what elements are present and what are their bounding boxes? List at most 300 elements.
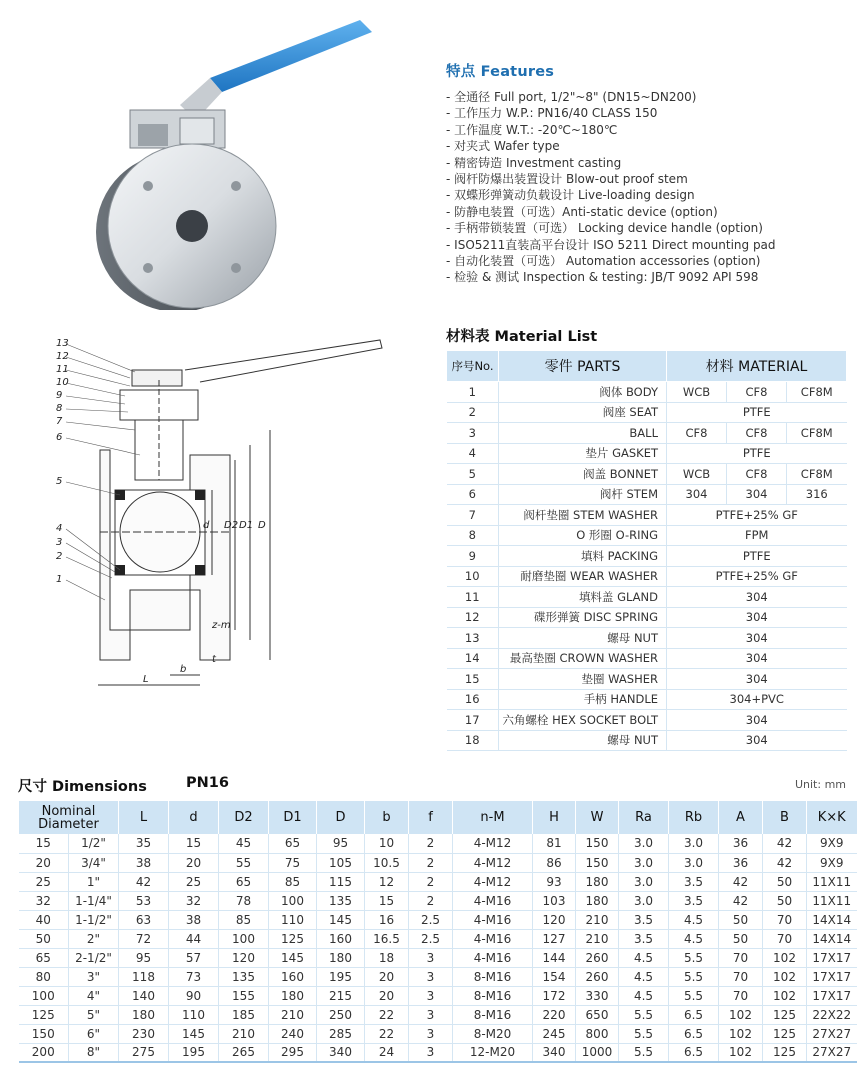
dimensions-cell: 145 bbox=[169, 1024, 219, 1043]
dimensions-cell: 650 bbox=[576, 1005, 619, 1024]
dimensions-cell: 220 bbox=[533, 1005, 576, 1024]
dimensions-cell: 3.5 bbox=[669, 872, 719, 891]
dimensions-row bbox=[19, 853, 857, 872]
dimensions-title: 尺寸 Dimensions bbox=[18, 779, 147, 795]
material-part: 阀体 BODY bbox=[499, 382, 667, 403]
dimensions-header-cell: f bbox=[409, 801, 453, 834]
dimensions-cell: 295 bbox=[269, 1043, 317, 1062]
dimensions-cell: 155 bbox=[219, 986, 269, 1005]
dimensions-cell: 14X14 bbox=[807, 929, 857, 948]
material-row bbox=[447, 648, 847, 669]
dimensions-cell: 86 bbox=[533, 853, 576, 872]
material-no: 7 bbox=[447, 505, 499, 526]
dimensions-cell: 340 bbox=[533, 1043, 576, 1062]
material-no: 4 bbox=[447, 443, 499, 464]
dimensions-cell: 4.5 bbox=[669, 929, 719, 948]
dimensions-cell: 14X14 bbox=[807, 910, 857, 929]
material-header-material: 材料 MATERIAL bbox=[667, 351, 847, 382]
dimensions-cell: 195 bbox=[317, 967, 365, 986]
dimensions-header-cell: Nominal Diameter bbox=[19, 801, 119, 834]
material-no: 9 bbox=[447, 546, 499, 567]
dimensions-cell: 180 bbox=[576, 872, 619, 891]
dimensions-cell: 63 bbox=[119, 910, 169, 929]
dimensions-cell: 150 bbox=[576, 853, 619, 872]
dimensions-cell: 65 bbox=[219, 872, 269, 891]
dimensions-cell: 12 bbox=[365, 872, 409, 891]
feature-item: - 双蝶形弹簧动负载设计 Live-loading design bbox=[446, 187, 846, 203]
dimensions-cell: 3/4" bbox=[69, 853, 119, 872]
dimensions-cell: 275 bbox=[119, 1043, 169, 1062]
dimensions-cell: 90 bbox=[169, 986, 219, 1005]
dim-label-zm: z-m bbox=[212, 620, 231, 631]
dimensions-cell: 6.5 bbox=[669, 1043, 719, 1062]
material-row bbox=[447, 464, 847, 485]
material-no: 2 bbox=[447, 402, 499, 423]
dimensions-cell: 27X27 bbox=[807, 1043, 857, 1062]
material-no: 1 bbox=[447, 382, 499, 403]
valve-section-drawing bbox=[40, 330, 400, 710]
dimensions-cell: 42 bbox=[719, 872, 763, 891]
material-value: PTFE bbox=[667, 402, 847, 423]
dimensions-cell: 93 bbox=[533, 872, 576, 891]
material-table-body bbox=[447, 382, 847, 751]
dimensions-row bbox=[19, 986, 857, 1005]
callout-7: 7 bbox=[56, 416, 63, 427]
dimensions-cell: 125 bbox=[763, 1024, 807, 1043]
dimensions-cell: 102 bbox=[763, 967, 807, 986]
material-header-parts: 零件 PARTS bbox=[499, 351, 667, 382]
dimensions-cell: 20 bbox=[365, 986, 409, 1005]
dimensions-cell: 1-1/2" bbox=[69, 910, 119, 929]
dimensions-cell: 50 bbox=[19, 929, 69, 948]
dimensions-cell: 22X22 bbox=[807, 1005, 857, 1024]
material-row bbox=[447, 423, 847, 444]
dimensions-cell: 3 bbox=[409, 1005, 453, 1024]
material-value: 304 bbox=[667, 628, 847, 649]
dim-label-d: d bbox=[203, 520, 210, 531]
dimensions-row bbox=[19, 948, 857, 967]
callout-13: 13 bbox=[56, 338, 69, 349]
material-part: 耐磨垫圈 WEAR WASHER bbox=[499, 566, 667, 587]
dimensions-header-cell: L bbox=[119, 801, 169, 834]
dimensions-cell: 78 bbox=[219, 891, 269, 910]
dimensions-cell: 25 bbox=[169, 872, 219, 891]
dimensions-cell: 210 bbox=[219, 1024, 269, 1043]
callout-8: 8 bbox=[56, 403, 63, 414]
feature-item: - 检验 & 测试 Inspection & testing: JB/T 9092 API 598 bbox=[446, 269, 846, 285]
material-row bbox=[447, 669, 847, 690]
material-value: 304+PVC bbox=[667, 689, 847, 710]
dimensions-cell: 38 bbox=[119, 853, 169, 872]
dimensions-cell: 73 bbox=[169, 967, 219, 986]
dimensions-cell: 330 bbox=[576, 986, 619, 1005]
dimensions-header-cell: W bbox=[576, 801, 619, 834]
dimensions-row bbox=[19, 891, 857, 910]
dimensions-cell: 160 bbox=[269, 967, 317, 986]
dimensions-cell: 9X9 bbox=[807, 853, 857, 872]
dimensions-cell: 5.5 bbox=[619, 1043, 669, 1062]
material-value: WCB bbox=[667, 464, 727, 485]
dimensions-cell: 4.5 bbox=[619, 986, 669, 1005]
dimensions-cell: 180 bbox=[119, 1005, 169, 1024]
material-row bbox=[447, 443, 847, 464]
dimensions-cell: 110 bbox=[169, 1005, 219, 1024]
dimensions-cell: 5.5 bbox=[669, 986, 719, 1005]
material-list-title: 材料表 Material List bbox=[446, 329, 598, 345]
dimensions-cell: 115 bbox=[317, 872, 365, 891]
dimensions-cell: 4" bbox=[69, 986, 119, 1005]
material-value: CF8 bbox=[727, 423, 787, 444]
dimensions-cell: 4.5 bbox=[619, 948, 669, 967]
dimensions-cell: 12-M20 bbox=[453, 1043, 533, 1062]
dimensions-cell: 2 bbox=[409, 872, 453, 891]
dimensions-cell: 118 bbox=[119, 967, 169, 986]
dimensions-cell: 8-M16 bbox=[453, 986, 533, 1005]
dimensions-cell: 260 bbox=[576, 948, 619, 967]
material-value: CF8 bbox=[727, 382, 787, 403]
dimensions-cell: 102 bbox=[763, 948, 807, 967]
material-row bbox=[447, 587, 847, 608]
material-value: FPM bbox=[667, 525, 847, 546]
dimensions-cell: 10.5 bbox=[365, 853, 409, 872]
dimensions-cell: 22 bbox=[365, 1005, 409, 1024]
material-part: 碟形弹簧 DISC SPRING bbox=[499, 607, 667, 628]
material-part: 六角螺栓 HEX SOCKET BOLT bbox=[499, 710, 667, 731]
dimensions-cell: 100 bbox=[269, 891, 317, 910]
material-row bbox=[447, 566, 847, 587]
dimensions-cell: 25 bbox=[19, 872, 69, 891]
material-value: CF8M bbox=[787, 464, 847, 485]
dimensions-cell: 3 bbox=[409, 948, 453, 967]
dimensions-cell: 42 bbox=[119, 872, 169, 891]
features-list bbox=[446, 89, 846, 286]
dimensions-header-cell: D2 bbox=[219, 801, 269, 834]
dimensions-cell: 42 bbox=[763, 853, 807, 872]
dimensions-cell: 2-1/2" bbox=[69, 948, 119, 967]
material-part: 垫圈 WASHER bbox=[499, 669, 667, 690]
dimensions-cell: 42 bbox=[763, 834, 807, 853]
dimensions-cell: 240 bbox=[269, 1024, 317, 1043]
dimensions-row bbox=[19, 1024, 857, 1043]
dimensions-cell: 4-M12 bbox=[453, 872, 533, 891]
dimensions-cell: 102 bbox=[719, 1024, 763, 1043]
dimensions-cell: 100 bbox=[19, 986, 69, 1005]
dimensions-cell: 5.5 bbox=[669, 967, 719, 986]
dimensions-cell: 2" bbox=[69, 929, 119, 948]
dimensions-cell: 8-M16 bbox=[453, 1005, 533, 1024]
dimensions-cell: 1000 bbox=[576, 1043, 619, 1062]
material-value: CF8 bbox=[667, 423, 727, 444]
dimensions-cell: 200 bbox=[19, 1043, 69, 1062]
dimensions-header-cell: H bbox=[533, 801, 576, 834]
dimensions-cell: 4-M16 bbox=[453, 891, 533, 910]
feature-item: - 防静电装置（可选）Anti-static device (option) bbox=[446, 204, 846, 220]
dimensions-cell: 3 bbox=[409, 1043, 453, 1062]
dimensions-cell: 81 bbox=[533, 834, 576, 853]
dimensions-header-cell: D bbox=[317, 801, 365, 834]
dimensions-cell: 4-M16 bbox=[453, 929, 533, 948]
material-row bbox=[447, 730, 847, 751]
dimensions-cell: 8" bbox=[69, 1043, 119, 1062]
dimensions-cell: 3 bbox=[409, 1024, 453, 1043]
dimensions-cell: 11X11 bbox=[807, 891, 857, 910]
material-no: 15 bbox=[447, 669, 499, 690]
material-no: 14 bbox=[447, 648, 499, 669]
material-row bbox=[447, 689, 847, 710]
material-row bbox=[447, 484, 847, 505]
dimensions-cell: 800 bbox=[576, 1024, 619, 1043]
dimensions-cell: 3 bbox=[409, 967, 453, 986]
dimensions-cell: 145 bbox=[269, 948, 317, 967]
material-value: 304 bbox=[667, 710, 847, 731]
material-value: 304 bbox=[667, 607, 847, 628]
material-no: 13 bbox=[447, 628, 499, 649]
dimensions-cell: 70 bbox=[763, 910, 807, 929]
dimensions-cell: 55 bbox=[219, 853, 269, 872]
dim-label-d1: D1 bbox=[239, 520, 254, 531]
material-value: 304 bbox=[667, 484, 727, 505]
dimensions-cell: 65 bbox=[269, 834, 317, 853]
dimensions-cell: 70 bbox=[719, 967, 763, 986]
dimensions-cell: 135 bbox=[317, 891, 365, 910]
dimensions-header-cell: K×K bbox=[807, 801, 857, 834]
dimensions-cell: 215 bbox=[317, 986, 365, 1005]
callout-4: 4 bbox=[56, 523, 63, 534]
dimensions-cell: 154 bbox=[533, 967, 576, 986]
material-no: 17 bbox=[447, 710, 499, 731]
material-value: CF8M bbox=[787, 423, 847, 444]
dim-label-dd: D bbox=[258, 520, 266, 531]
dimensions-cell: 4.5 bbox=[619, 967, 669, 986]
dimensions-cell: 72 bbox=[119, 929, 169, 948]
callout-10: 10 bbox=[56, 377, 69, 388]
dimensions-cell: 3.0 bbox=[669, 853, 719, 872]
dimensions-cell: 102 bbox=[719, 1043, 763, 1062]
dimensions-cell: 5" bbox=[69, 1005, 119, 1024]
dimensions-cell: 3.5 bbox=[669, 891, 719, 910]
dimensions-cell: 1-1/4" bbox=[69, 891, 119, 910]
dimensions-cell: 150 bbox=[19, 1024, 69, 1043]
dimensions-cell: 22 bbox=[365, 1024, 409, 1043]
dimensions-row bbox=[19, 834, 857, 853]
callout-2: 2 bbox=[56, 551, 63, 562]
dimensions-cell: 125 bbox=[763, 1005, 807, 1024]
valve-bore bbox=[176, 210, 208, 242]
dimensions-cell: 3" bbox=[69, 967, 119, 986]
feature-item: - 手柄带锁装置（可选） Locking device handle (option) bbox=[446, 220, 846, 236]
dimensions-cell: 15 bbox=[19, 834, 69, 853]
feature-item: - 工作温度 W.T.: -20℃~180℃ bbox=[446, 122, 846, 138]
dimensions-cell: 245 bbox=[533, 1024, 576, 1043]
dimensions-cell: 4-M12 bbox=[453, 834, 533, 853]
dimensions-cell: 35 bbox=[119, 834, 169, 853]
dimensions-cell: 85 bbox=[269, 872, 317, 891]
dimensions-cell: 95 bbox=[119, 948, 169, 967]
dimensions-cell: 53 bbox=[119, 891, 169, 910]
dimensions-cell: 2 bbox=[409, 853, 453, 872]
dimensions-cell: 75 bbox=[269, 853, 317, 872]
dimensions-cell: 2.5 bbox=[409, 929, 453, 948]
dimensions-header-cell: A bbox=[719, 801, 763, 834]
material-no: 18 bbox=[447, 730, 499, 751]
dimensions-cell: 150 bbox=[576, 834, 619, 853]
material-value: 304 bbox=[667, 648, 847, 669]
dimensions-row bbox=[19, 872, 857, 891]
material-no: 16 bbox=[447, 689, 499, 710]
dimensions-cell: 1/2" bbox=[69, 834, 119, 853]
dimensions-table-body bbox=[19, 834, 857, 1062]
dimensions-cell: 8-M20 bbox=[453, 1024, 533, 1043]
dimensions-cell: 6" bbox=[69, 1024, 119, 1043]
dim-label-l: L bbox=[143, 674, 149, 685]
material-no: 5 bbox=[447, 464, 499, 485]
dimensions-cell: 11X11 bbox=[807, 872, 857, 891]
dimensions-cell: 135 bbox=[219, 967, 269, 986]
dimensions-cell: 40 bbox=[19, 910, 69, 929]
dimensions-cell: 185 bbox=[219, 1005, 269, 1024]
material-value: CF8M bbox=[787, 382, 847, 403]
dimensions-cell: 110 bbox=[269, 910, 317, 929]
feature-item: - 阀杆防爆出装置设计 Blow-out proof stem bbox=[446, 171, 846, 187]
dimensions-cell: 50 bbox=[719, 910, 763, 929]
dimensions-cell: 8-M16 bbox=[453, 967, 533, 986]
dimensions-cell: 20 bbox=[169, 853, 219, 872]
material-value: 316 bbox=[787, 484, 847, 505]
dimensions-cell: 180 bbox=[576, 891, 619, 910]
dimensions-header-cell: n-M bbox=[453, 801, 533, 834]
material-value: PTFE+25% GF bbox=[667, 505, 847, 526]
dimensions-header-cell: B bbox=[763, 801, 807, 834]
material-part: O 形圈 O-RING bbox=[499, 525, 667, 546]
dimensions-cell: 144 bbox=[533, 948, 576, 967]
dimensions-cell: 120 bbox=[533, 910, 576, 929]
dimensions-cell: 18 bbox=[365, 948, 409, 967]
dimensions-cell: 10 bbox=[365, 834, 409, 853]
dimensions-cell: 3.0 bbox=[669, 834, 719, 853]
dimensions-cell: 195 bbox=[169, 1043, 219, 1062]
dimensions-cell: 3.0 bbox=[619, 872, 669, 891]
dimensions-cell: 24 bbox=[365, 1043, 409, 1062]
dimensions-cell: 103 bbox=[533, 891, 576, 910]
material-value: 304 bbox=[667, 669, 847, 690]
dimensions-cell: 210 bbox=[269, 1005, 317, 1024]
material-part: 手柄 HANDLE bbox=[499, 689, 667, 710]
feature-item: - 精密铸造 Investment casting bbox=[446, 155, 846, 171]
dimensions-cell: 3 bbox=[409, 986, 453, 1005]
material-no: 8 bbox=[447, 525, 499, 546]
dimensions-cell: 3.0 bbox=[619, 834, 669, 853]
dimensions-header-cell: d bbox=[169, 801, 219, 834]
dimensions-row bbox=[19, 929, 857, 948]
dimensions-cell: 50 bbox=[719, 929, 763, 948]
material-part: 螺母 NUT bbox=[499, 730, 667, 751]
dimensions-cell: 85 bbox=[219, 910, 269, 929]
dimensions-row bbox=[19, 910, 857, 929]
dimensions-cell: 6.5 bbox=[669, 1024, 719, 1043]
dimensions-cell: 260 bbox=[576, 967, 619, 986]
callout-9: 9 bbox=[56, 390, 63, 401]
material-value: PTFE bbox=[667, 443, 847, 464]
dimensions-cell: 5.5 bbox=[669, 948, 719, 967]
material-no: 6 bbox=[447, 484, 499, 505]
dimensions-cell: 16.5 bbox=[365, 929, 409, 948]
material-part: 最高垫圈 CROWN WASHER bbox=[499, 648, 667, 669]
feature-item: - 自动化装置（可选） Automation accessories (option) bbox=[446, 253, 846, 269]
dimensions-cell: 9X9 bbox=[807, 834, 857, 853]
dimensions-cell: 4-M16 bbox=[453, 948, 533, 967]
material-no: 10 bbox=[447, 566, 499, 587]
feature-item: - ISO5211直装高平台设计 ISO 5211 Direct mounting pad bbox=[446, 237, 846, 253]
dimensions-cell: 105 bbox=[317, 853, 365, 872]
dimensions-cell: 127 bbox=[533, 929, 576, 948]
dimensions-cell: 15 bbox=[365, 891, 409, 910]
material-part: 填料盖 GLAND bbox=[499, 587, 667, 608]
dimensions-cell: 20 bbox=[19, 853, 69, 872]
dim-label-b: b bbox=[180, 664, 187, 675]
dimensions-cell: 2 bbox=[409, 891, 453, 910]
material-value: PTFE+25% GF bbox=[667, 566, 847, 587]
callout-11: 11 bbox=[56, 364, 69, 375]
dimensions-cell: 340 bbox=[317, 1043, 365, 1062]
dimensions-cell: 45 bbox=[219, 834, 269, 853]
dimensions-cell: 36 bbox=[719, 834, 763, 853]
material-part: 阀杆 STEM bbox=[499, 484, 667, 505]
dimensions-header-row bbox=[19, 801, 857, 834]
dimensions-cell: 140 bbox=[119, 986, 169, 1005]
dimensions-cell: 2.5 bbox=[409, 910, 453, 929]
material-row bbox=[447, 710, 847, 731]
material-part: 阀盖 BONNET bbox=[499, 464, 667, 485]
material-value: 304 bbox=[667, 587, 847, 608]
material-part: 垫片 GASKET bbox=[499, 443, 667, 464]
dimensions-cell: 3.5 bbox=[619, 929, 669, 948]
material-value: 304 bbox=[667, 730, 847, 751]
dimensions-cell: 17X17 bbox=[807, 948, 857, 967]
dimensions-cell: 27X27 bbox=[807, 1024, 857, 1043]
valve-mounting-pad bbox=[130, 110, 225, 148]
dimensions-cell: 1" bbox=[69, 872, 119, 891]
dimensions-cell: 210 bbox=[576, 910, 619, 929]
dimensions-cell: 250 bbox=[317, 1005, 365, 1024]
callout-6: 6 bbox=[56, 432, 63, 443]
material-no: 3 bbox=[447, 423, 499, 444]
dimensions-row bbox=[19, 1043, 857, 1062]
dimensions-cell: 145 bbox=[317, 910, 365, 929]
dimensions-cell: 17X17 bbox=[807, 967, 857, 986]
callout-1: 1 bbox=[56, 574, 63, 585]
dimensions-row bbox=[19, 1005, 857, 1024]
dim-label-t: t bbox=[212, 654, 216, 665]
material-no: 12 bbox=[447, 607, 499, 628]
material-row bbox=[447, 546, 847, 567]
feature-item: - 全通径 Full port, 1/2"~8" (DN15~DN200) bbox=[446, 89, 846, 105]
dimensions-cell: 285 bbox=[317, 1024, 365, 1043]
dimensions-cell: 65 bbox=[19, 948, 69, 967]
dimensions-cell: 70 bbox=[719, 948, 763, 967]
dimensions-cell: 38 bbox=[169, 910, 219, 929]
dimensions-cell: 20 bbox=[365, 967, 409, 986]
dimensions-cell: 5.5 bbox=[619, 1024, 669, 1043]
valve-handle bbox=[180, 20, 372, 120]
dimensions-row bbox=[19, 967, 857, 986]
dimensions-cell: 180 bbox=[317, 948, 365, 967]
material-value: PTFE bbox=[667, 546, 847, 567]
dimensions-cell: 125 bbox=[763, 1043, 807, 1062]
material-value: WCB bbox=[667, 382, 727, 403]
dimensions-cell: 210 bbox=[576, 929, 619, 948]
dimensions-unit: Unit: mm bbox=[794, 778, 846, 791]
callout-12: 12 bbox=[56, 351, 69, 362]
